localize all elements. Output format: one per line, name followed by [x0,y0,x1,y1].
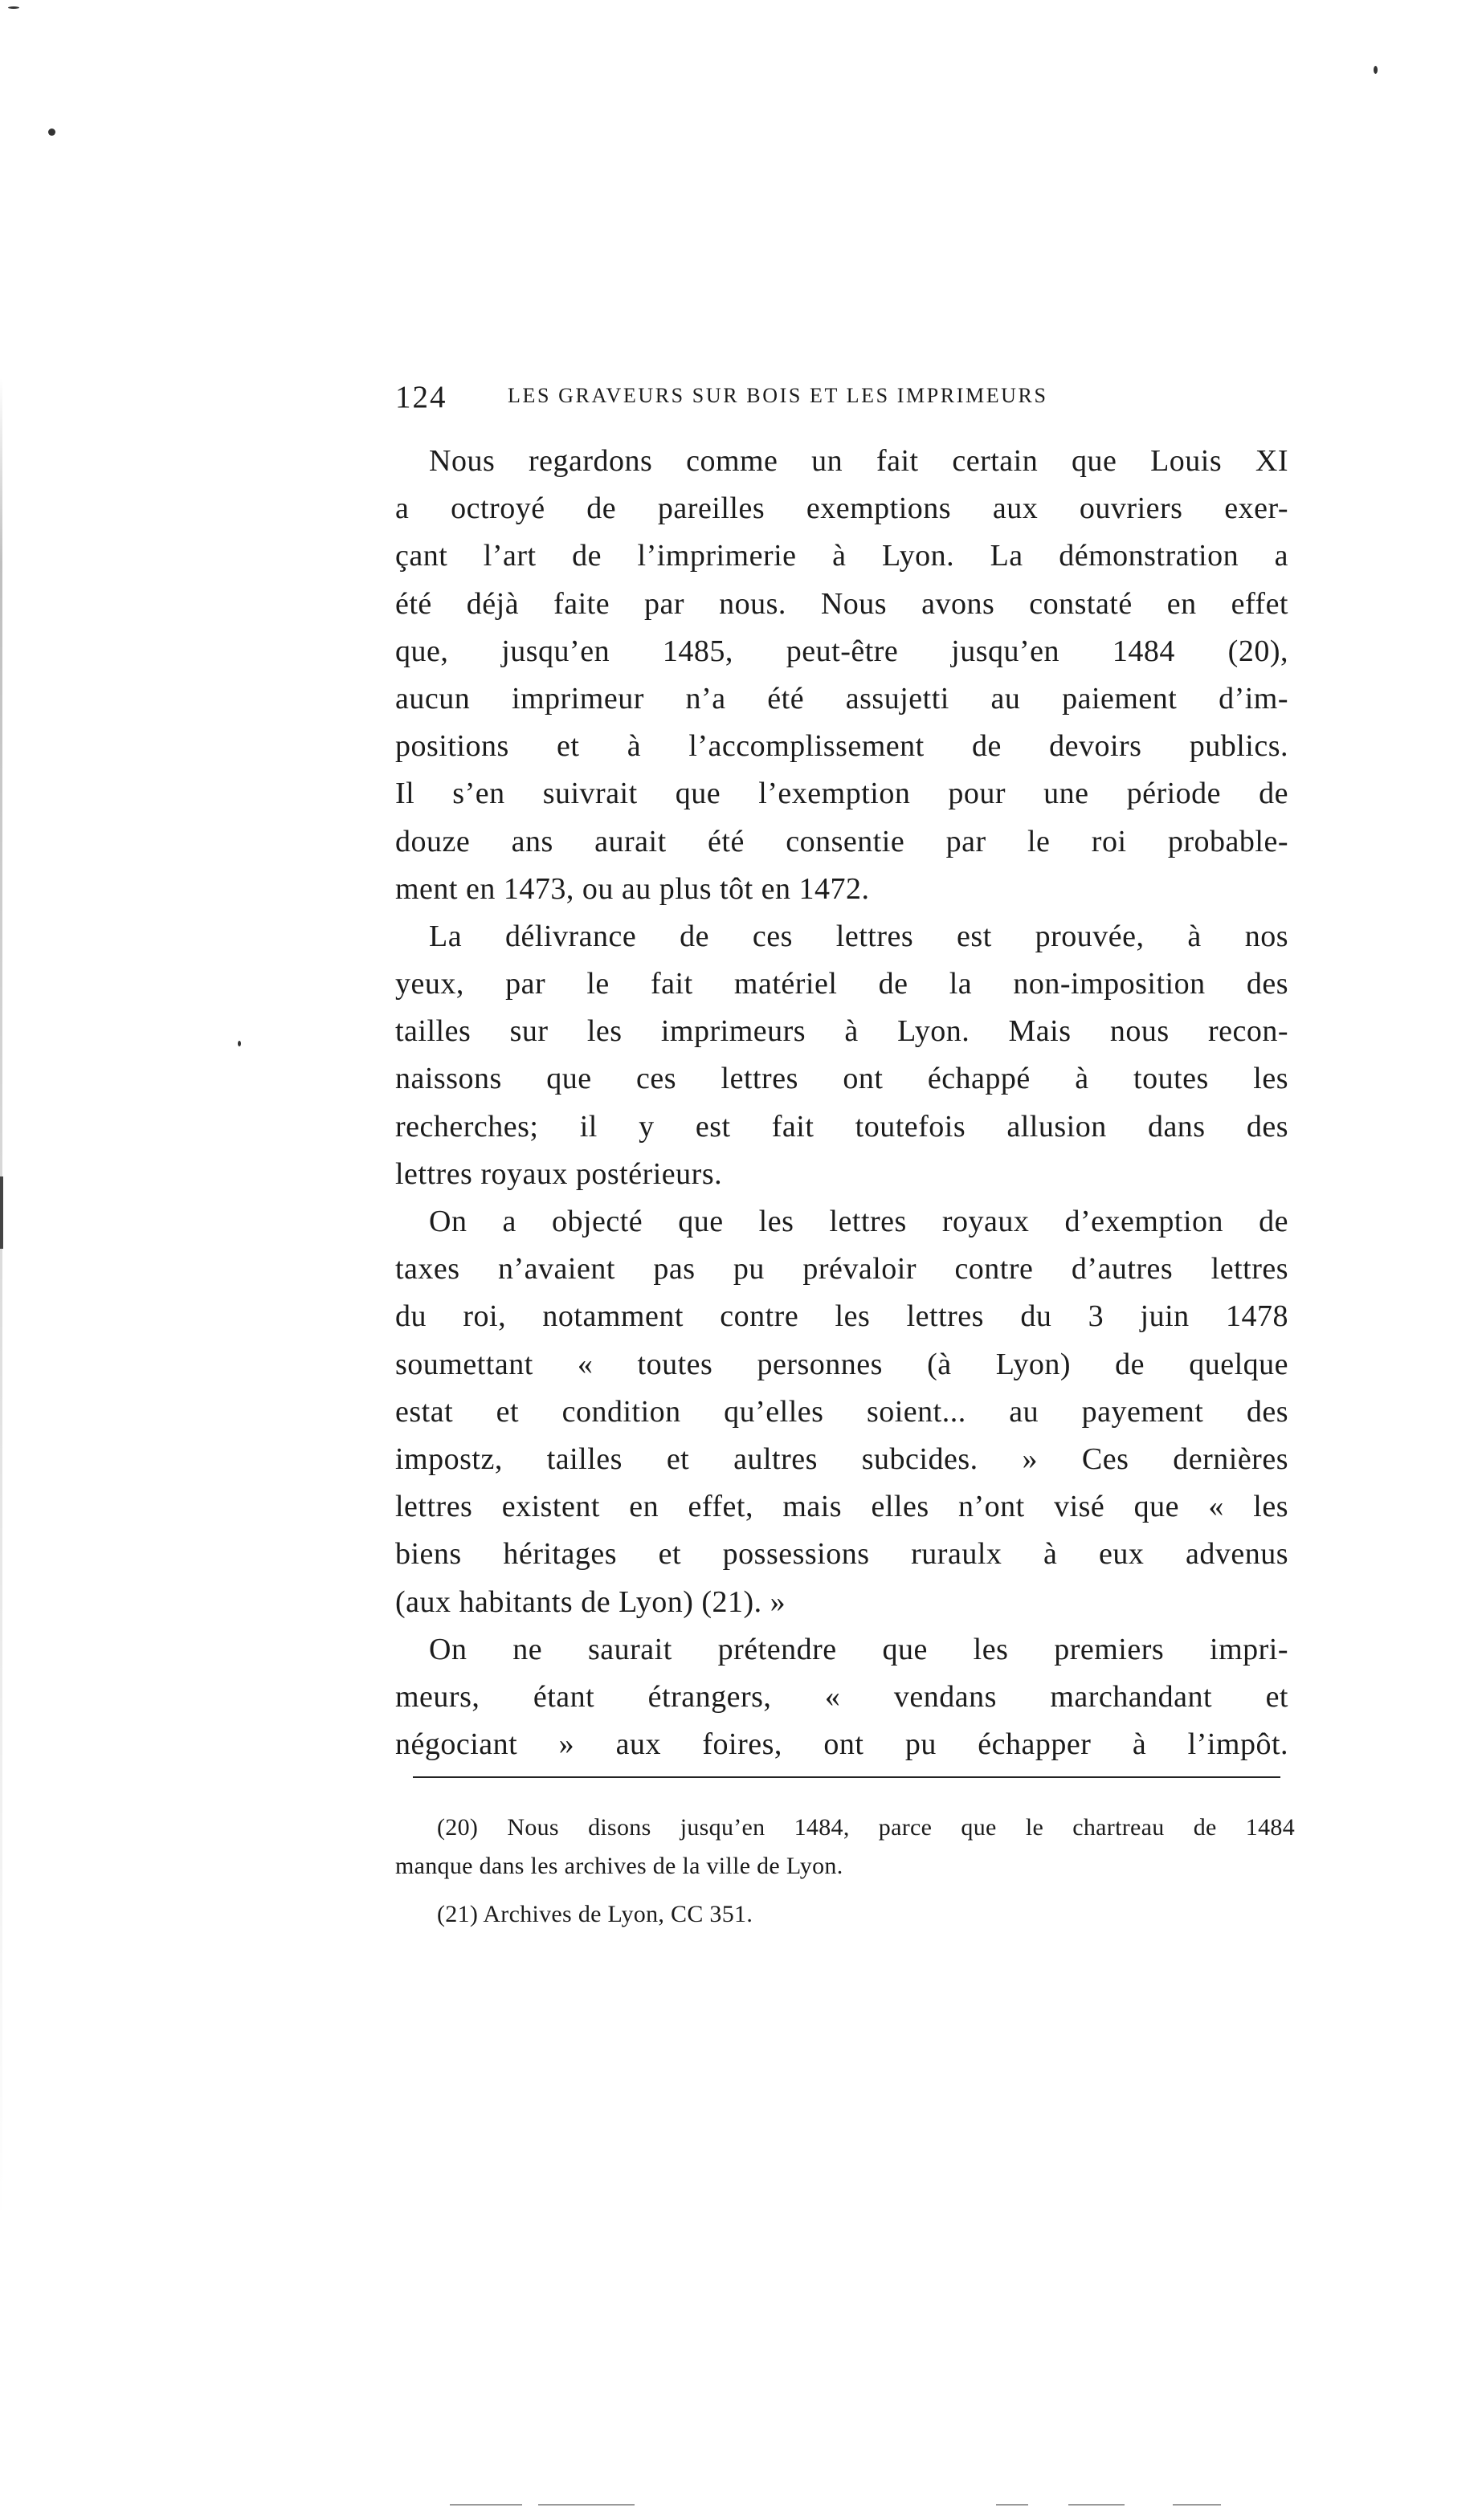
footnote-line: manque dans les archives de la ville de Lyon. [395,1853,843,1879]
scan-speck [48,128,55,136]
text-line: naissons que ces lettres ont échappé à toutes les [395,1062,1288,1096]
text-line: lettres royaux postérieurs. [395,1156,723,1191]
page-number: 124 [395,380,447,414]
footnote-divider [413,1776,1280,1778]
running-head [395,379,1295,427]
text-line: Il s’en suivrait que l’exemption pour une période de [395,777,1288,811]
scan-speck [1374,66,1378,74]
scan-bottom-edge [1068,2504,1125,2506]
text-line: tailles sur les imprimeurs à Lyon. Mais nous recon- [395,1014,1288,1049]
text-line: On ne saurait prétendre que les premiers impri- [429,1632,1288,1666]
body-text [395,438,1288,1768]
text-line: yeux, par le fait matériel de la non-imposition des [395,967,1288,1001]
text-line: été déjà faite par nous. Nous avons constaté en effet [395,586,1288,621]
scan-edge-mark [0,1176,3,1249]
text-line: du roi, notamment contre les lettres du 3 juin 1478 [395,1299,1288,1334]
text-line: impostz, tailles et aultres subcides. » Ces dernières [395,1441,1288,1476]
text-line: çant l’art de l’imprimerie à Lyon. La démonstration a [395,539,1288,573]
footnote-20 [395,1808,1295,1886]
text-line: a octroyé de pareilles exemptions aux ouvriers exer- [395,491,1288,526]
footnote-21 [395,1895,1295,1934]
footnotes [395,1808,1295,1934]
footnote-line: (21) Archives de Lyon, CC 351. [437,1901,753,1927]
scan-bottom-edge [1173,2504,1221,2506]
text-line: (aux habitants de Lyon) (21). » [395,1584,786,1619]
scan-edge-shadow [0,377,2,2224]
text-line: que, jusqu’en 1485, peut-être jusqu’en 1484 (20), [395,634,1288,668]
text-line: positions et à l’accomplissement de devoirs publics. [395,729,1288,764]
text-line: On a objecté que les lettres royaux d’exemption de [429,1205,1288,1238]
text-line: biens héritages et possessions ruraulx à eux advenus [395,1537,1288,1572]
text-line: lettres existent en effet, mais elles n’ont visé que « les [395,1490,1288,1524]
text-line: Nous regardons comme un fait certain que Louis XI [429,444,1288,478]
paragraph [395,438,1288,913]
text-line: meurs, étant étrangers, « vendans marchandant et [395,1679,1288,1714]
paragraph [395,913,1288,1198]
text-line: négociant » aux foires, ont pu échapper à l’impôt. [395,1727,1288,1762]
scan-bottom-edge [996,2504,1028,2506]
scan-speck [238,1041,241,1046]
text-line: La délivrance de ces lettres est prouvée, à nos [429,919,1288,953]
scan-speck [8,6,19,9]
footnote-line: (20) Nous disons jusqu’en 1484, parce que le chartreau de 1484 [437,1814,1295,1841]
paragraph [395,1198,1288,1626]
paragraph [395,1626,1288,1769]
text-line: soumettant « toutes personnes (à Lyon) de quelque [395,1347,1288,1381]
scan-bottom-edge [538,2504,635,2506]
text-line: estat et condition qu’elles soient... au payement des [395,1394,1288,1429]
text-line: aucun imprimeur n’a été assujetti au paiement d’im- [395,681,1288,716]
text-line: recherches; il y est fait toutefois allusion dans des [395,1109,1288,1144]
running-title: LES GRAVEURS SUR BOIS ET LES IMPRIMEURS [508,384,1048,407]
text-line: douze ans aurait été consentie par le roi probable- [395,824,1288,858]
scan-bottom-edge [450,2504,522,2506]
text-line: ment en 1473, ou au plus tôt en 1472. [395,871,870,906]
text-line: taxes n’avaient pas pu prévaloir contre d’autres lettres [395,1252,1288,1287]
